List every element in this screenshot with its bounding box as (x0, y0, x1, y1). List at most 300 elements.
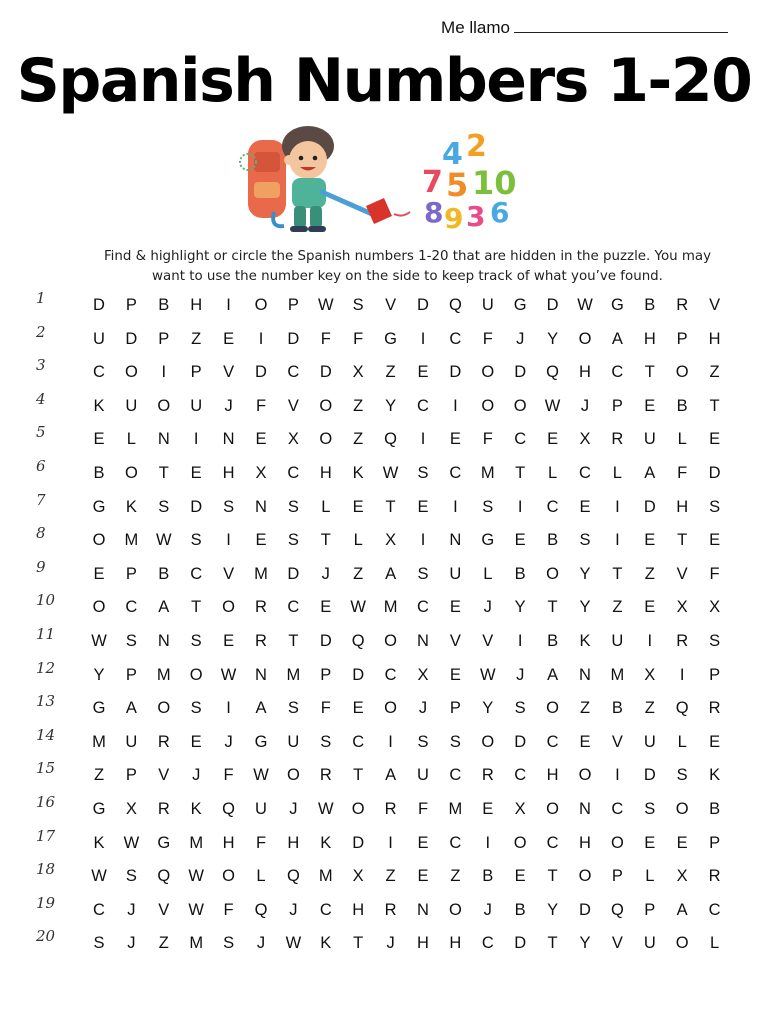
letter-cell[interactable]: D (319, 363, 332, 382)
letter-cell[interactable]: Z (612, 598, 623, 617)
letter-cell[interactable]: I (388, 833, 393, 852)
letter-cell[interactable]: V (287, 396, 299, 415)
letter-cell[interactable]: C (449, 833, 462, 852)
letter-cell[interactable]: G (92, 699, 106, 718)
letter-cell[interactable]: F (709, 564, 720, 583)
letter-cell[interactable]: Q (286, 867, 300, 886)
letter-cell[interactable]: P (125, 296, 137, 314)
letter-cell[interactable]: I (453, 396, 458, 415)
letter-cell[interactable]: Z (385, 363, 396, 382)
letter-cell[interactable]: L (710, 934, 720, 953)
letter-cell[interactable]: T (288, 631, 299, 650)
letter-cell[interactable]: B (611, 699, 623, 718)
letter-cell[interactable]: T (612, 564, 623, 583)
letter-cell[interactable]: O (546, 699, 560, 718)
letter-cell[interactable]: C (93, 363, 105, 382)
letter-cell[interactable]: T (709, 396, 720, 415)
letter-cell[interactable]: Y (482, 699, 494, 718)
name-field[interactable] (441, 18, 728, 38)
letter-cell[interactable]: G (157, 833, 171, 852)
letter-cell[interactable]: I (517, 497, 523, 516)
letter-cell[interactable]: Y (514, 598, 526, 617)
letter-cell[interactable]: T (353, 766, 364, 785)
letter-cell[interactable]: S (352, 296, 364, 314)
letter-cell[interactable]: Y (579, 598, 591, 617)
letter-cell[interactable]: C (546, 833, 559, 852)
letter-cell[interactable]: C (514, 766, 527, 785)
letter-cell[interactable]: P (190, 363, 202, 382)
letter-cell[interactable]: N (157, 430, 170, 449)
letter-cell[interactable]: F (320, 329, 331, 348)
letter-cell[interactable]: C (449, 329, 462, 348)
letter-cell[interactable]: R (384, 799, 397, 818)
letter-cell[interactable]: O (675, 934, 689, 953)
letter-cell[interactable]: P (125, 665, 137, 684)
letter-cell[interactable]: D (708, 463, 721, 482)
letter-cell[interactable]: E (255, 430, 267, 449)
letter-cell[interactable]: T (547, 934, 558, 953)
letter-cell[interactable]: S (417, 564, 429, 583)
letter-cell[interactable]: O (157, 396, 171, 415)
letter-cell[interactable]: S (287, 497, 299, 516)
letter-cell[interactable]: V (223, 564, 235, 583)
letter-cell[interactable]: R (157, 799, 170, 818)
letter-cell[interactable]: R (708, 699, 721, 718)
letter-cell[interactable]: A (611, 329, 623, 348)
letter-cell[interactable]: I (517, 631, 523, 650)
letter-cell[interactable]: S (709, 631, 721, 650)
letter-cell[interactable]: I (420, 430, 426, 449)
letter-cell[interactable]: O (384, 699, 398, 718)
letter-cell[interactable]: H (417, 934, 429, 953)
letter-cell[interactable]: P (709, 665, 721, 684)
letter-cell[interactable]: O (189, 665, 203, 684)
letter-cell[interactable]: I (615, 766, 620, 785)
letter-cell[interactable]: B (709, 799, 721, 818)
letter-cell[interactable]: L (645, 867, 655, 886)
letter-cell[interactable]: C (319, 900, 332, 919)
letter-cell[interactable]: P (449, 699, 461, 718)
letter-cell[interactable]: D (190, 497, 203, 516)
letter-cell[interactable]: H (190, 296, 203, 314)
letter-cell[interactable]: U (449, 564, 462, 583)
letter-cell[interactable]: E (223, 631, 235, 650)
letter-cell[interactable]: X (676, 867, 688, 886)
letter-cell[interactable]: G (610, 296, 624, 314)
letter-cell[interactable]: F (223, 766, 234, 785)
letter-cell[interactable]: D (125, 329, 138, 348)
letter-cell[interactable]: U (125, 396, 138, 415)
letter-cell[interactable]: N (449, 531, 462, 550)
letter-cell[interactable]: O (254, 296, 268, 314)
letter-cell[interactable]: L (321, 497, 331, 516)
letter-cell[interactable]: J (580, 396, 590, 415)
letter-cell[interactable]: C (449, 463, 462, 482)
letter-cell[interactable]: K (709, 766, 721, 785)
letter-cell[interactable]: N (417, 900, 429, 919)
letter-cell[interactable]: V (158, 900, 170, 919)
letter-cell[interactable]: H (708, 329, 721, 348)
letter-cell[interactable]: V (158, 766, 170, 785)
letter-cell[interactable]: T (677, 531, 688, 550)
letter-cell[interactable]: M (124, 531, 139, 550)
letter-cell[interactable]: H (319, 463, 332, 482)
letter-cell[interactable]: R (255, 598, 267, 617)
letter-cell[interactable]: Z (353, 396, 364, 415)
letter-cell[interactable]: Y (579, 934, 591, 953)
letter-cell[interactable]: V (223, 363, 235, 382)
letter-cell[interactable]: X (385, 531, 397, 550)
letter-cell[interactable]: W (382, 463, 399, 482)
letter-cell[interactable]: X (644, 665, 656, 684)
letter-cell[interactable]: Z (353, 430, 364, 449)
letter-cell[interactable]: B (514, 900, 526, 919)
letter-cell[interactable]: Y (385, 396, 397, 415)
letter-cell[interactable]: L (256, 867, 266, 886)
letter-cell[interactable]: O (222, 867, 236, 886)
letter-cell[interactable]: J (516, 329, 525, 348)
letter-cell[interactable]: A (385, 564, 397, 583)
letter-cell[interactable]: D (352, 833, 365, 852)
letter-cell[interactable]: J (289, 900, 298, 919)
letter-cell[interactable]: S (449, 732, 461, 751)
letter-cell[interactable]: W (91, 867, 107, 886)
letter-cell[interactable]: E (579, 497, 591, 516)
letter-cell[interactable]: I (485, 833, 491, 852)
letter-cell[interactable]: D (93, 296, 105, 314)
letter-cell[interactable]: T (547, 867, 558, 886)
letter-cell[interactable]: Z (644, 564, 655, 583)
letter-cell[interactable]: V (449, 631, 461, 650)
letter-cell[interactable]: M (286, 665, 301, 684)
letter-cell[interactable]: X (514, 799, 526, 818)
letter-cell[interactable]: P (125, 564, 137, 583)
letter-cell[interactable]: G (92, 799, 106, 818)
letter-cell[interactable]: N (222, 430, 235, 449)
letter-cell[interactable]: S (514, 699, 526, 718)
letter-cell[interactable]: R (255, 631, 267, 650)
letter-cell[interactable]: D (643, 766, 656, 785)
letter-cell[interactable]: R (384, 900, 397, 919)
letter-cell[interactable]: M (610, 665, 625, 684)
letter-cell[interactable]: G (481, 531, 495, 550)
letter-cell[interactable]: F (677, 463, 688, 482)
letter-cell[interactable]: J (224, 732, 233, 751)
letter-cell[interactable]: X (676, 598, 688, 617)
letter-cell[interactable]: E (93, 430, 105, 449)
letter-cell[interactable]: H (676, 497, 689, 516)
letter-cell[interactable]: S (223, 497, 235, 516)
letter-cell[interactable]: Z (450, 867, 461, 886)
letter-cell[interactable]: U (481, 296, 494, 314)
letter-cell[interactable]: E (709, 531, 721, 550)
letter-cell[interactable]: F (320, 699, 331, 718)
letter-cell[interactable]: A (125, 699, 137, 718)
letter-cell[interactable]: O (546, 564, 560, 583)
letter-cell[interactable]: G (254, 732, 268, 751)
letter-cell[interactable]: R (611, 430, 624, 449)
letter-cell[interactable]: M (254, 564, 268, 583)
letter-cell[interactable]: K (579, 631, 591, 650)
letter-cell[interactable]: E (547, 430, 559, 449)
letter-cell[interactable]: U (611, 631, 624, 650)
letter-cell[interactable]: E (417, 833, 429, 852)
letter-cell[interactable]: J (516, 665, 525, 684)
letter-cell[interactable]: U (190, 396, 203, 415)
letter-cell[interactable]: E (449, 665, 461, 684)
letter-cell[interactable]: B (547, 531, 559, 550)
letter-cell[interactable]: E (676, 833, 688, 852)
letter-cell[interactable]: W (253, 766, 269, 785)
letter-cell[interactable]: D (514, 934, 527, 953)
letter-cell[interactable]: O (384, 631, 398, 650)
letter-cell[interactable]: E (417, 867, 429, 886)
letter-cell[interactable]: X (579, 430, 591, 449)
letter-cell[interactable]: Z (709, 363, 720, 382)
letter-cell[interactable]: I (258, 329, 264, 348)
letter-cell[interactable]: Z (385, 867, 396, 886)
letter-cell[interactable]: B (93, 463, 105, 482)
letter-cell[interactable]: O (481, 363, 495, 382)
letter-cell[interactable]: J (483, 598, 492, 617)
letter-cell[interactable]: H (222, 463, 235, 482)
letter-cell[interactable]: C (287, 598, 300, 617)
letter-cell[interactable]: O (124, 463, 138, 482)
word-search-grid[interactable] (30, 289, 750, 961)
letter-cell[interactable]: A (547, 665, 559, 684)
letter-cell[interactable]: M (189, 833, 204, 852)
letter-cell[interactable]: U (643, 430, 656, 449)
letter-cell[interactable]: O (610, 833, 624, 852)
letter-cell[interactable]: I (453, 497, 458, 516)
letter-cell[interactable]: J (321, 564, 330, 583)
letter-cell[interactable]: H (222, 833, 235, 852)
letter-cell[interactable]: S (125, 631, 137, 650)
letter-cell[interactable]: U (643, 934, 656, 953)
letter-cell[interactable]: O (351, 799, 365, 818)
letter-cell[interactable]: W (318, 799, 334, 818)
letter-cell[interactable]: M (92, 732, 106, 751)
letter-cell[interactable]: V (611, 732, 623, 751)
letter-cell[interactable]: O (481, 732, 495, 751)
letter-cell[interactable]: K (93, 833, 105, 852)
letter-cell[interactable]: J (418, 699, 428, 718)
letter-cell[interactable]: C (287, 363, 300, 382)
letter-cell[interactable]: E (190, 732, 202, 751)
letter-cell[interactable]: V (676, 564, 688, 583)
letter-cell[interactable]: S (644, 799, 656, 818)
letter-cell[interactable]: U (643, 732, 656, 751)
letter-cell[interactable]: D (514, 732, 527, 751)
letter-cell[interactable]: R (319, 766, 332, 785)
letter-cell[interactable]: W (480, 665, 496, 684)
letter-cell[interactable]: V (709, 296, 721, 314)
letter-cell[interactable]: V (611, 934, 623, 953)
letter-cell[interactable]: W (123, 833, 140, 852)
letter-cell[interactable]: N (579, 665, 591, 684)
letter-cell[interactable]: Z (93, 766, 105, 785)
letter-cell[interactable]: F (255, 396, 267, 415)
letter-cell[interactable]: Z (353, 564, 364, 583)
letter-cell[interactable]: D (449, 363, 462, 382)
letter-cell[interactable]: T (644, 363, 655, 382)
name-blank-line[interactable] (514, 18, 728, 33)
letter-cell[interactable]: C (449, 766, 462, 785)
letter-cell[interactable]: A (676, 900, 688, 919)
letter-cell[interactable]: K (190, 799, 202, 818)
letter-cell[interactable]: S (158, 497, 170, 516)
letter-cell[interactable]: K (320, 934, 332, 953)
letter-cell[interactable]: T (158, 463, 169, 482)
letter-cell[interactable]: E (709, 430, 721, 449)
letter-cell[interactable]: B (158, 564, 170, 583)
letter-cell[interactable]: C (384, 665, 397, 684)
letter-cell[interactable]: K (93, 396, 105, 415)
letter-cell[interactable]: D (255, 363, 267, 382)
letter-cell[interactable]: T (191, 598, 202, 617)
letter-cell[interactable]: P (320, 665, 332, 684)
letter-cell[interactable]: E (644, 396, 656, 415)
letter-cell[interactable]: D (287, 329, 300, 348)
letter-cell[interactable]: U (93, 329, 105, 348)
letter-cell[interactable]: Q (384, 430, 398, 449)
letter-cell[interactable]: O (546, 799, 560, 818)
letter-cell[interactable]: X (417, 665, 429, 684)
letter-cell[interactable]: J (192, 766, 201, 785)
letter-cell[interactable]: F (223, 900, 234, 919)
letter-cell[interactable]: E (223, 329, 235, 348)
letter-cell[interactable]: X (125, 799, 137, 818)
letter-cell[interactable]: E (514, 867, 526, 886)
letter-cell[interactable]: F (482, 329, 493, 348)
letter-cell[interactable]: U (287, 732, 300, 751)
letter-cell[interactable]: Q (351, 631, 365, 650)
letter-cell[interactable]: Y (93, 665, 105, 684)
letter-cell[interactable]: D (417, 296, 429, 314)
letter-cell[interactable]: G (384, 329, 398, 348)
letter-cell[interactable]: J (127, 934, 136, 953)
letter-cell[interactable]: E (320, 598, 332, 617)
letter-cell[interactable]: S (190, 699, 202, 718)
letter-cell[interactable]: C (417, 598, 429, 617)
letter-cell[interactable]: C (417, 396, 429, 415)
letter-cell[interactable]: J (386, 934, 395, 953)
letter-cell[interactable]: C (611, 799, 624, 818)
letter-cell[interactable]: D (546, 296, 559, 314)
letter-cell[interactable]: Q (610, 900, 624, 919)
letter-cell[interactable]: O (222, 598, 236, 617)
letter-cell[interactable]: P (709, 833, 721, 852)
letter-cell[interactable]: I (615, 531, 620, 550)
letter-cell[interactable]: L (677, 732, 687, 751)
letter-cell[interactable]: S (709, 497, 721, 516)
letter-cell[interactable]: Z (644, 699, 655, 718)
letter-cell[interactable]: I (226, 531, 231, 550)
letter-cell[interactable]: A (255, 699, 267, 718)
letter-cell[interactable]: U (255, 799, 267, 818)
letter-cell[interactable]: E (709, 732, 721, 751)
letter-cell[interactable]: A (385, 766, 397, 785)
letter-cell[interactable]: R (157, 732, 170, 751)
letter-cell[interactable]: B (547, 631, 559, 650)
letter-cell[interactable]: O (578, 867, 592, 886)
letter-cell[interactable]: S (125, 867, 137, 886)
letter-cell[interactable]: W (188, 867, 204, 886)
letter-cell[interactable]: M (189, 934, 204, 953)
letter-cell[interactable]: B (676, 396, 688, 415)
letter-cell[interactable]: H (579, 833, 591, 852)
letter-cell[interactable]: C (125, 598, 138, 617)
letter-cell[interactable]: I (679, 665, 685, 684)
letter-cell[interactable]: C (514, 430, 527, 449)
letter-cell[interactable]: D (643, 497, 656, 516)
letter-cell[interactable]: X (352, 867, 364, 886)
letter-cell[interactable]: W (285, 934, 302, 953)
letter-cell[interactable]: T (547, 598, 558, 617)
letter-cell[interactable]: Q (157, 867, 171, 886)
letter-cell[interactable]: D (514, 363, 527, 382)
letter-cell[interactable]: E (644, 531, 656, 550)
letter-cell[interactable]: S (417, 463, 429, 482)
letter-cell[interactable]: S (287, 531, 299, 550)
letter-cell[interactable]: L (677, 430, 687, 449)
letter-cell[interactable]: N (255, 665, 267, 684)
letter-cell[interactable]: J (224, 396, 233, 415)
letter-cell[interactable]: H (643, 329, 656, 348)
letter-cell[interactable]: W (156, 531, 172, 550)
letter-cell[interactable]: T (515, 463, 526, 482)
letter-cell[interactable]: B (644, 296, 656, 314)
letter-cell[interactable]: O (578, 329, 592, 348)
letter-cell[interactable]: D (352, 665, 365, 684)
letter-cell[interactable]: Y (547, 900, 559, 919)
letter-cell[interactable]: O (157, 699, 171, 718)
letter-cell[interactable]: Q (546, 363, 560, 382)
letter-cell[interactable]: S (190, 631, 202, 650)
letter-cell[interactable]: O (513, 833, 527, 852)
letter-cell[interactable]: F (417, 799, 429, 818)
letter-cell[interactable]: Q (448, 296, 462, 314)
letter-cell[interactable]: C (611, 363, 624, 382)
letter-cell[interactable]: S (482, 497, 494, 516)
letter-cell[interactable]: L (353, 531, 363, 550)
letter-cell[interactable]: E (644, 598, 656, 617)
letter-cell[interactable]: L (612, 463, 622, 482)
letter-cell[interactable]: I (193, 430, 199, 449)
letter-cell[interactable]: I (226, 296, 231, 314)
letter-cell[interactable]: C (352, 732, 365, 751)
letter-cell[interactable]: T (320, 531, 331, 550)
letter-cell[interactable]: S (93, 934, 105, 953)
letter-cell[interactable]: L (483, 564, 493, 583)
letter-cell[interactable]: W (350, 598, 366, 617)
letter-cell[interactable]: O (675, 799, 689, 818)
letter-cell[interactable]: L (548, 463, 558, 482)
letter-cell[interactable]: P (676, 329, 688, 348)
letter-cell[interactable]: I (420, 329, 426, 348)
letter-cell[interactable]: C (481, 934, 494, 953)
letter-cell[interactable]: N (417, 631, 429, 650)
letter-cell[interactable]: X (287, 430, 299, 449)
letter-cell[interactable]: J (256, 934, 266, 953)
letter-cell[interactable]: E (190, 463, 202, 482)
letter-cell[interactable]: U (417, 766, 429, 785)
letter-cell[interactable]: M (448, 799, 463, 818)
letter-cell[interactable]: E (417, 497, 429, 516)
letter-cell[interactable]: I (226, 699, 231, 718)
letter-cell[interactable]: A (644, 463, 656, 482)
letter-cell[interactable]: H (449, 934, 462, 953)
